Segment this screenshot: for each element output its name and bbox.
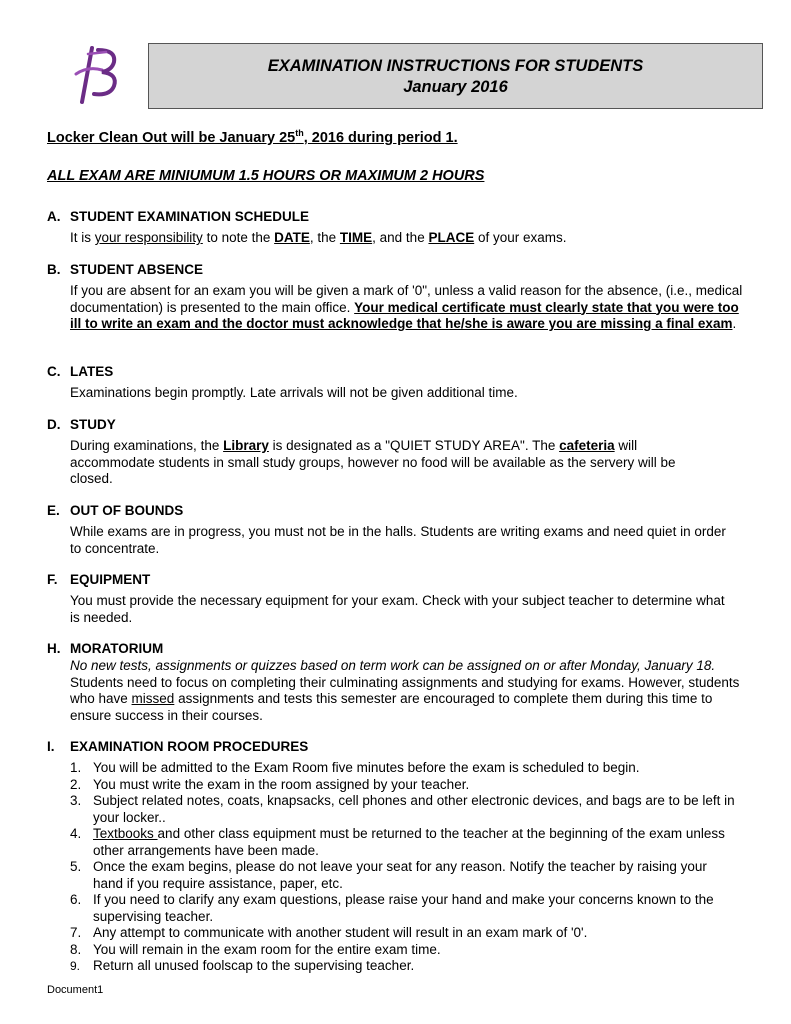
school-logo [68, 44, 124, 110]
section-i-heading: I. EXAMINATION ROOM PROCEDURES [47, 739, 309, 754]
section-f-heading: F. EQUIPMENT [47, 572, 151, 587]
section-a-body: It is your responsibility to note the DATE, the TIME, and the PLACE of your exams. [70, 230, 567, 245]
locker-notice [47, 128, 458, 146]
list-item: 3. Subject related notes, coats, knapsacks, cell phones and other electronic devices, and bags are to be left in your locker.. [70, 793, 735, 825]
section-title: STUDENT EXAMINATION SCHEDULE [70, 209, 310, 224]
section-b-heading: B. STUDENT ABSENCE [47, 262, 204, 277]
list-item: 5. Once the exam begins, please do not leave your seat for any reason. Notify the teacher by raising your hand if you require assistance, paper, etc. [70, 859, 707, 891]
footer-document-name: Document1 [47, 984, 104, 996]
section-e-heading: E. OUT OF BOUNDS [47, 503, 184, 518]
duration-notice: ALL EXAM ARE MINIUMUM 1.5 HOURS OR MAXIMUM 2 HOURS [47, 168, 485, 184]
section-d-body: During examinations, the Library is designated as a "QUIET STUDY AREA". The cafeteria will accommodate students in small study groups, however no food will be available as the servery will be closed. [70, 438, 676, 486]
section-f-body: You must provide the necessary equipment for your exam. Check with your subject teacher to determine what is needed. [70, 593, 725, 625]
section-a-heading [47, 209, 309, 224]
title-box [148, 43, 763, 109]
procedures-list [70, 760, 740, 975]
section-c-heading: C. LATES [47, 364, 114, 379]
list-item: 2. You must write the exam in the room assigned by your teacher. [70, 776, 470, 792]
list-item: 1. You will be admitted to the Exam Room five minutes before the exam is scheduled to begin. [70, 760, 640, 775]
section-h-body: No new tests, assignments or quizzes based on term work can be assigned on or after Monday, January 18. Students need to focus on completing their culminating assignments and studying for exams. However, students who have missed assignments and tests this semester are encouraged to complete them during this time to ensure success in their courses. [70, 658, 740, 723]
document-date: January 2016 [403, 78, 508, 96]
locker-notice-sup: th [295, 128, 304, 138]
section-letter: A. [47, 209, 61, 224]
section-h-heading: H. MORATORIUM [47, 641, 164, 656]
list-item: 6. If you need to clarify any exam questions, please raise your hand and make your concerns known to the supervising teacher. [70, 892, 714, 924]
locker-notice-text: Locker Clean Out will be January 25 [47, 129, 296, 146]
list-item: 9. Return all unused foolscap to the supervising teacher. [70, 958, 415, 973]
list-item: 8. You will remain in the exam room for the entire exam time. [70, 941, 441, 957]
procedures-list-wrap [70, 760, 740, 975]
list-item: 7. Any attempt to communicate with another student will result in an exam mark of '0'. [70, 925, 588, 940]
document-title: EXAMINATION INSTRUCTIONS FOR STUDENTS [267, 57, 644, 75]
locker-notice-post: , 2016 during period 1. [303, 129, 458, 146]
section-b-body: If you are absent for an exam you will be given a mark of '0", unless a valid reason for the absence, (i.e., medical documentation) is presented to the main office. Your medical certificate must clearly state that you were too ill to write an exam and the doctor must acknowledge that he/she is aware you are missing a final exam. [70, 283, 743, 331]
section-d-heading: D. STUDY [47, 417, 116, 432]
list-item: 4. Textbooks and other class equipment must be returned to the teacher at the beginning of the exam unless other arrangements have been made. [70, 826, 725, 858]
section-e-body: While exams are in progress, you must not be in the halls. Students are writing exams and need quiet in order to concentrate. [70, 524, 726, 556]
section-c-body: Examinations begin promptly. Late arrivals will not be given additional time. [70, 385, 518, 400]
